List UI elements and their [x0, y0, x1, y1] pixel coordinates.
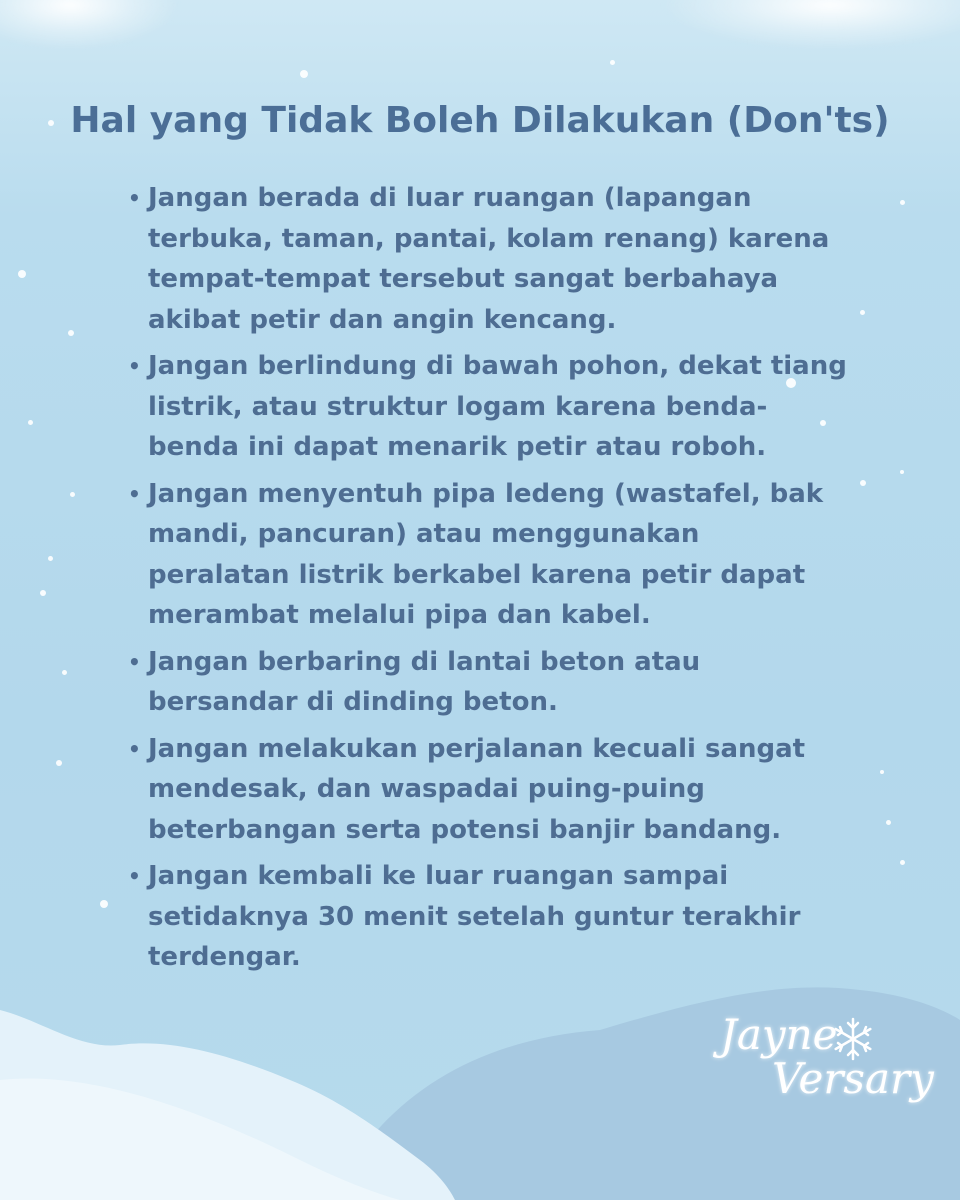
snow-dot: [886, 820, 891, 825]
list-item-text: Jangan kembali ke luar ruangan sampai setidaknya 30 menit setelah guntur terakhir terdengar.: [148, 861, 801, 972]
snow-dot: [880, 770, 884, 774]
list-item: [128, 642, 848, 723]
list-item-text: Jangan menyentuh pipa ledeng (wastafel, bak mandi, pancuran) atau menggunakan peralatan listrik berkabel karena petir dapat merambat melalui pipa dan kabel.: [148, 478, 824, 630]
bullet-dot: •: [128, 186, 141, 210]
list-item: [128, 346, 848, 468]
list-item-text: Jangan berlindung di bawah pohon, dekat tiang listrik, atau struktur logam karena benda-benda ini dapat menarik petir atau roboh.: [148, 351, 847, 462]
snow-dot: [300, 70, 308, 78]
snow-dot: [56, 760, 62, 766]
snow-dot: [68, 330, 74, 336]
snow-dot: [900, 200, 905, 205]
signature-last-name: Versary: [772, 1054, 934, 1103]
list-item: [128, 178, 848, 340]
snow-dot: [900, 470, 904, 474]
signature-logo: [712, 1010, 942, 1130]
bullet-dot: •: [128, 649, 141, 674]
list-item: [128, 729, 848, 851]
light-glow-right: [660, 0, 960, 50]
bullet-dot: •: [128, 864, 141, 888]
snow-dot: [100, 900, 108, 908]
snow-dot: [610, 60, 615, 65]
bullet-dot: •: [128, 354, 141, 378]
list-item-text: Jangan berbaring di lantai beton atau bersandar di dinding beton.: [148, 646, 701, 717]
list-item-text: Jangan berada di luar ruangan (lapangan terbuka, taman, pantai, kolam renang) karena tempat-tempat tersebut sangat berbahaya akibat petir dan angin kencang.: [148, 183, 830, 335]
snow-dot: [40, 590, 46, 596]
list-item-text: Jangan melakukan perjalanan kecuali sangat mendesak, dan waspadai puing-puing beterbangan serta potensi banjir bandang.: [148, 733, 806, 845]
page-title: Hal yang Tidak Boleh Dilakukan (Don'ts): [70, 100, 890, 141]
snow-dot: [70, 492, 75, 497]
snow-dot: [62, 670, 67, 675]
snow-dot: [18, 270, 26, 278]
snow-dot: [860, 480, 866, 486]
list-item: [128, 474, 848, 636]
snow-dot: [28, 420, 33, 425]
snow-dot: [900, 860, 905, 865]
donts-list: [128, 178, 848, 984]
signature-first-name: Jayne: [720, 1010, 838, 1059]
light-glow-left: [0, 0, 180, 50]
snow-dot: [860, 310, 865, 315]
snow-dot: [48, 556, 53, 561]
bullet-dot: •: [128, 736, 141, 761]
bullet-dot: •: [128, 481, 141, 506]
